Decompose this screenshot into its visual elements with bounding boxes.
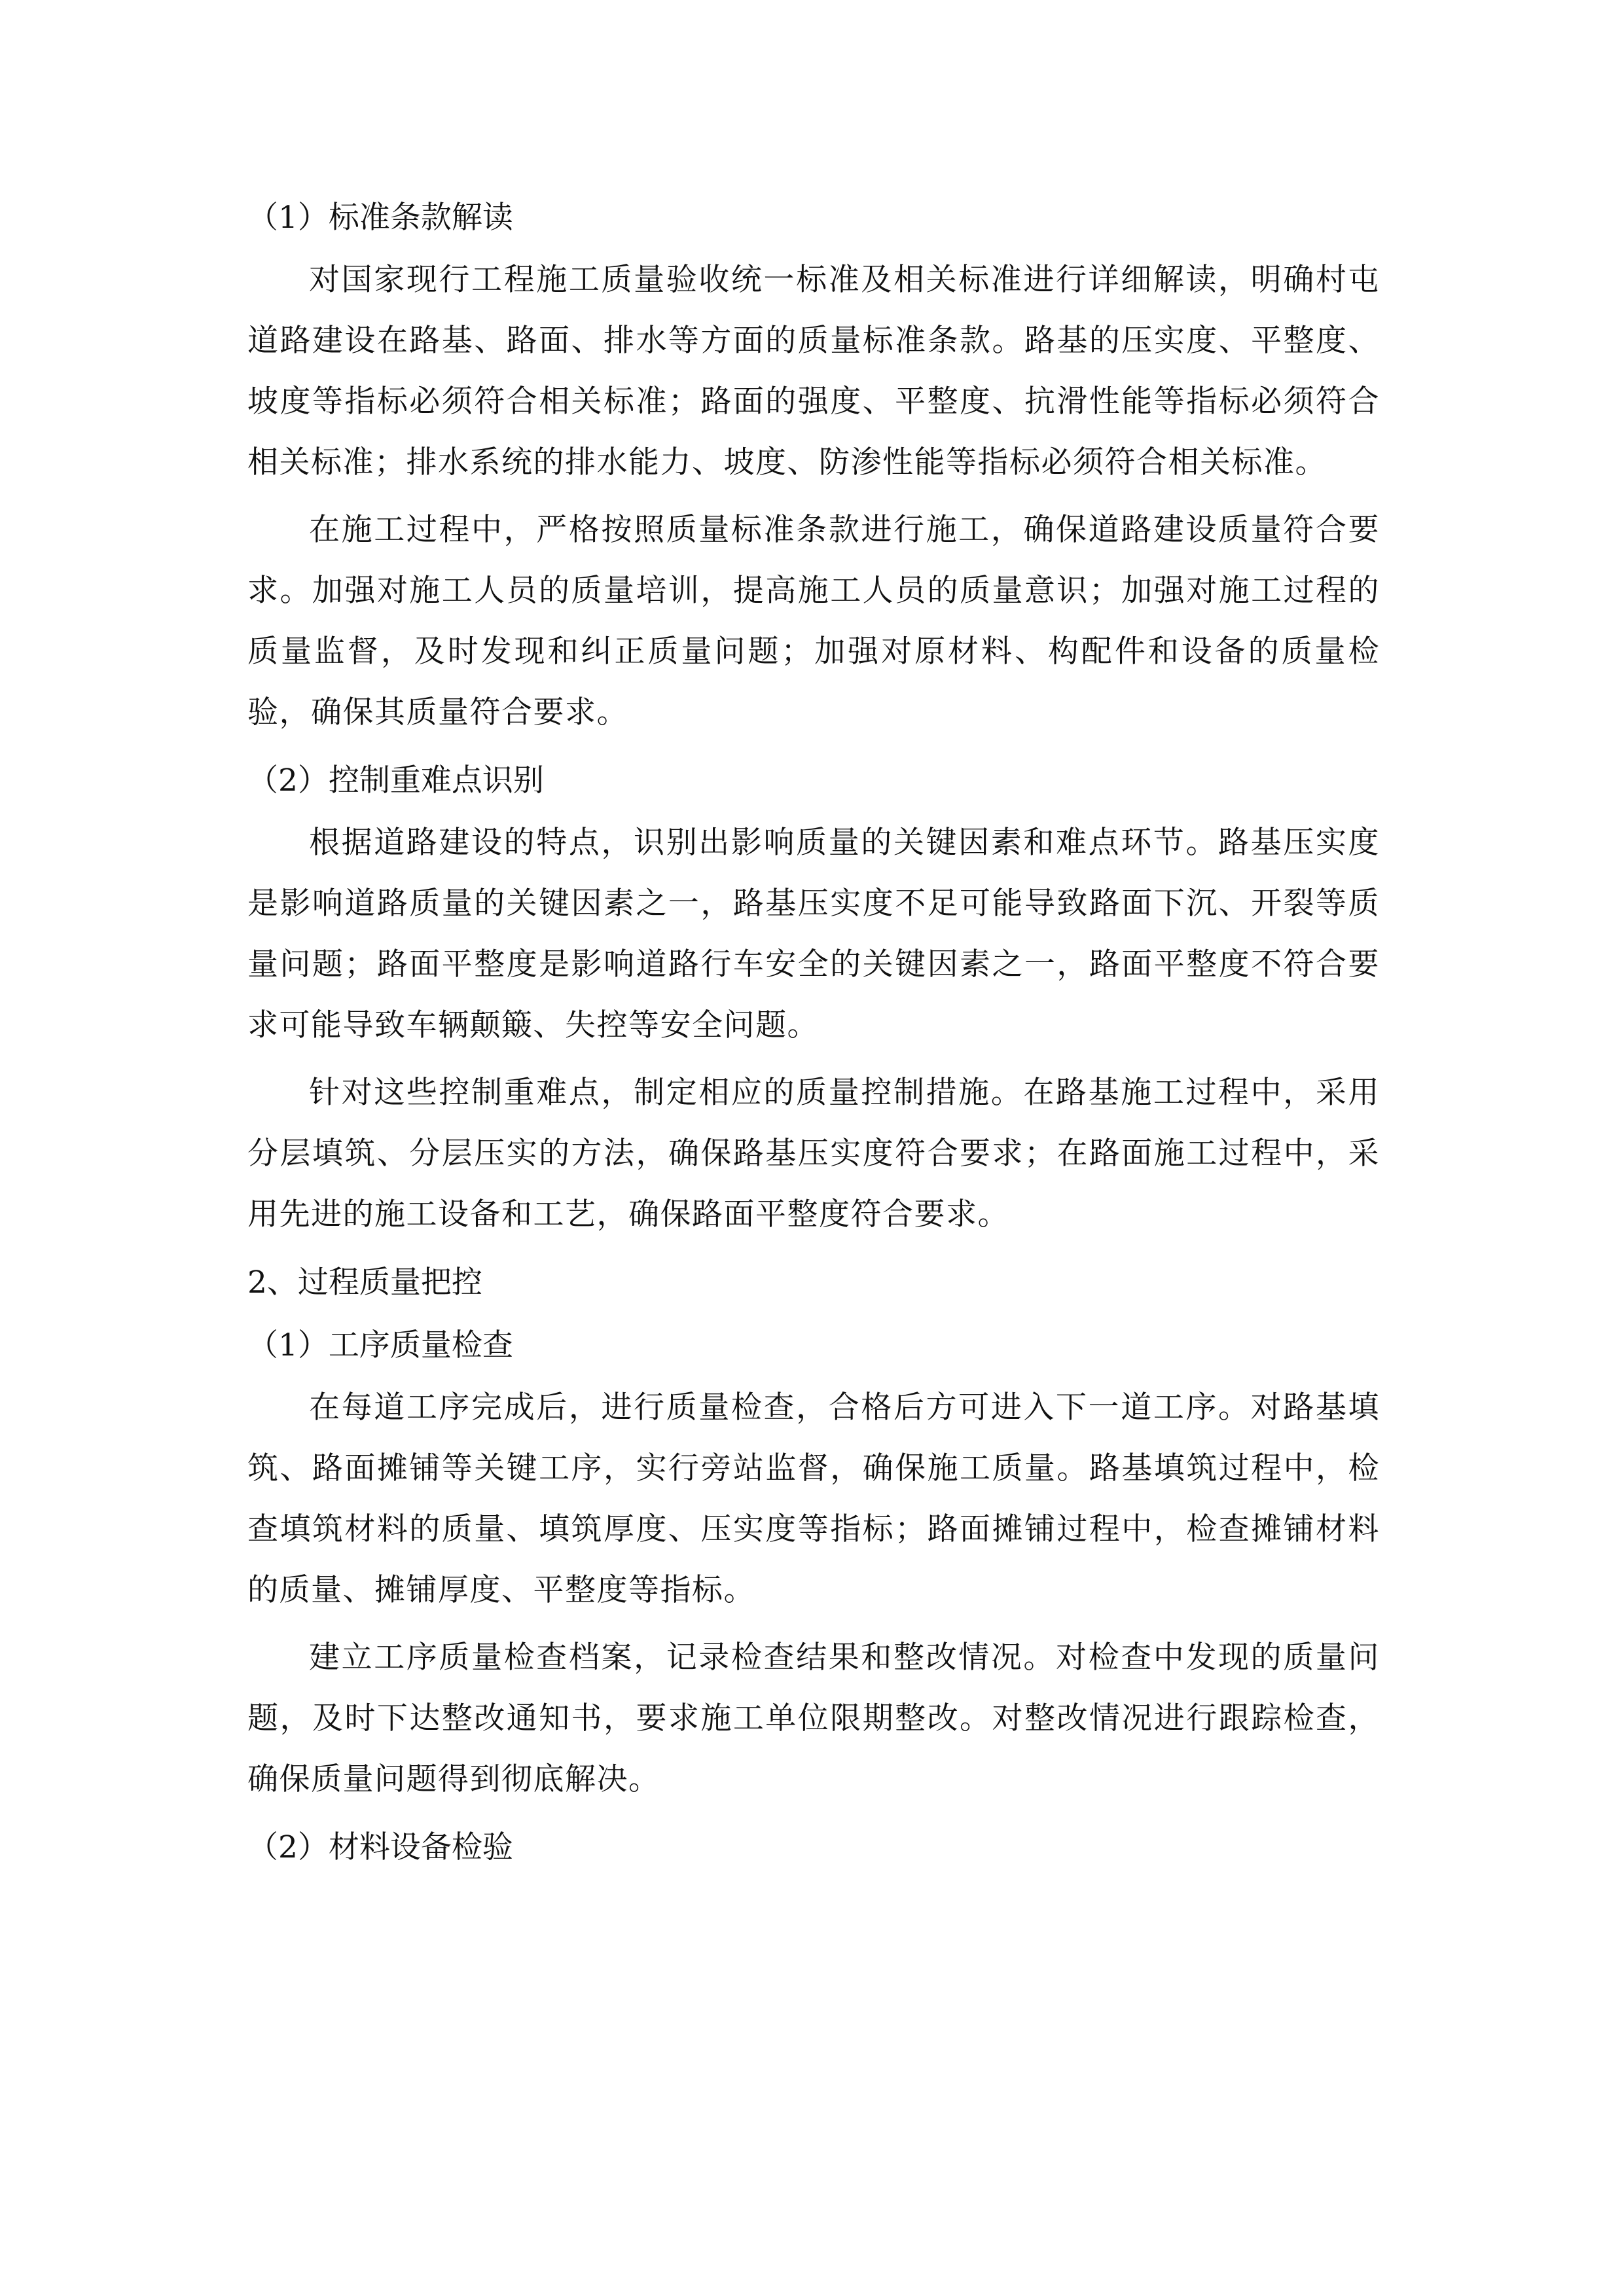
paragraph: 建立工序质量检查档案，记录检查结果和整改情况。对检查中发现的质量问题，及时下达整改通知书，要求施工单位限期整改。对整改情况进行跟踪检查，确保质量问题得到彻底解决。	[247, 1640, 1380, 1797]
section-heading: 2、过程质量把控	[247, 1265, 482, 1300]
section-subheading: （2）材料设备检验	[247, 1829, 513, 1865]
paragraph: 根据道路建设的特点，识别出影响质量的关键因素和难点环节。路基压实度是影响道路质量的关键因素之一，路基压实度不足可能导致路面下沉、开裂等质量问题；路面平整度是影响道路行车安全的关键因素之一，路面平整度不符合要求可能导致车辆颠簸、失控等安全问题。	[247, 825, 1380, 1043]
document-body	[247, 187, 1380, 1879]
paragraph: 针对这些控制重难点，制定相应的质量控制措施。在路基施工过程中，采用分层填筑、分层压实的方法，确保路基压实度符合要求；在路面施工过程中，采用先进的施工设备和工艺，确保路面平整度符合要求。	[247, 1075, 1380, 1232]
section-subheading: （1）标准条款解读	[247, 200, 513, 236]
section-subheading: （1）工序质量检查	[247, 1327, 513, 1363]
paragraph: 在施工过程中，严格按照质量标准条款进行施工，确保道路建设质量符合要求。加强对施工人员的质量培训，提高施工人员的质量意识；加强对施工过程的质量监督，及时发现和纠正质量问题；加强对原材料、构配件和设备的质量检验，确保其质量符合要求。	[247, 512, 1380, 730]
section-subheading: （2）控制重难点识别	[247, 762, 544, 798]
paragraph: 对国家现行工程施工质量验收统一标准及相关标准进行详细解读，明确村屯道路建设在路基、路面、排水等方面的质量标准条款。路基的压实度、平整度、坡度等指标必须符合相关标准；路面的强度、平整度、抗滑性能等指标必须符合相关标准；排水系统的排水能力、坡度、防渗性能等指标必须符合相关标准。	[247, 262, 1380, 480]
paragraph: 在每道工序完成后，进行质量检查，合格后方可进入下一道工序。对路基填筑、路面摊铺等关键工序，实行旁站监督，确保施工质量。路基填筑过程中，检查填筑材料的质量、填筑厚度、压实度等指标；路面摊铺过程中，检查摊铺材料的质量、摊铺厚度、平整度等指标。	[247, 1390, 1380, 1608]
